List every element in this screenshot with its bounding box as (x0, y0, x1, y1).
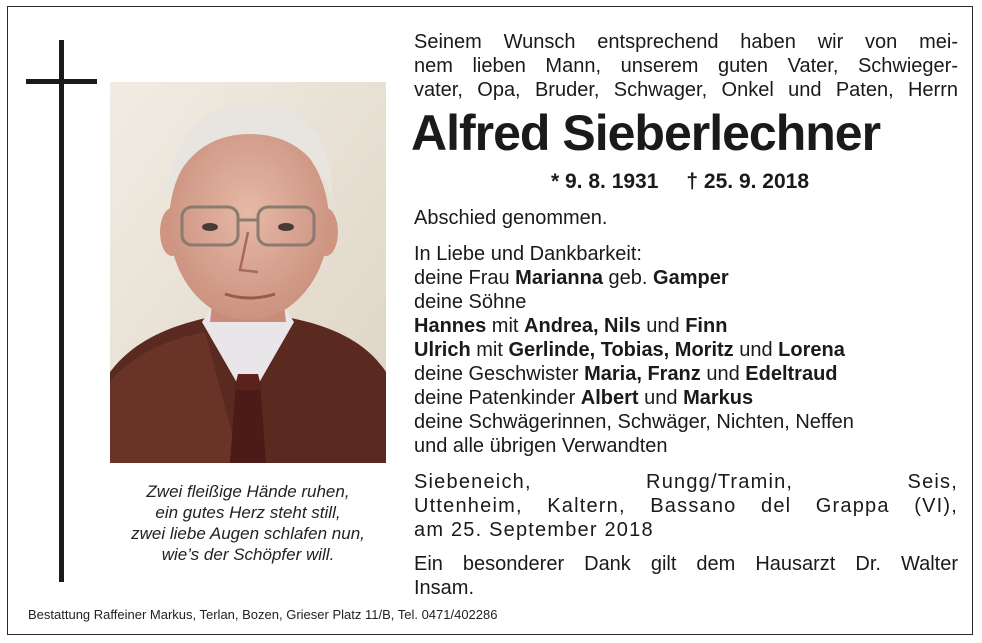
text: und (640, 315, 686, 337)
poem-line: Zwei fleißige Hände ruhen, (146, 482, 350, 501)
portrait-photo (110, 82, 386, 463)
family-heading: In Liebe und Dankbarkeit: (414, 243, 642, 265)
text: und (700, 363, 746, 385)
son-name: Ulrich (414, 339, 471, 361)
family-line-son2 (414, 338, 958, 362)
godchild-name: Albert (580, 387, 639, 409)
family-line-godchildren (414, 386, 958, 410)
poem-line: zwei liebe Augen schlafen nun, (131, 524, 365, 543)
funeral-home-footer: Bestattung Raffeiner Markus, Terlan, Bozen, Grieser Platz 11/B, Tel. 0471/402286 (28, 607, 498, 622)
places-line: Uttenheim, Kaltern, Bassano del Grappa (VI), (414, 495, 958, 517)
poem-line: wie’s der Schöpfer will. (161, 545, 335, 564)
text: und (733, 339, 779, 361)
intro-line: Seinem Wunsch entsprechend haben wir von mei- (414, 31, 958, 53)
death-date: † 25. 9. 2018 (686, 170, 810, 193)
text: deine Patenkinder (414, 387, 581, 409)
son-family-names: Gerlinde, Tobias, Moritz (508, 339, 734, 361)
cross-icon-horizontal (26, 79, 97, 84)
intro-line: vater, Opa, Bruder, Schwager, Onkel und Paten, Herrn (414, 79, 958, 101)
text: geb. (602, 267, 654, 289)
family-line-wife (414, 266, 958, 290)
son-name: Hannes (414, 315, 487, 337)
godchild-name: Markus (683, 387, 754, 409)
text: und (638, 387, 684, 409)
family-line-inlaws: deine Schwägerinnen, Schwäger, Nichten, Neffen (414, 411, 854, 433)
son-family-name: Finn (685, 315, 728, 337)
deceased-name: Alfred Sieberlechner (411, 105, 881, 161)
family-line-son1 (414, 314, 958, 338)
notice-text (411, 30, 958, 600)
farewell-text: Abschied genommen. (414, 207, 608, 229)
birth-date: * 9. 8. 1931 (551, 170, 659, 193)
son-family-name: Lorena (778, 339, 845, 361)
life-dates (414, 170, 958, 194)
family-line-siblings (414, 362, 958, 386)
memorial-poem (100, 481, 396, 565)
text: mit (486, 315, 525, 337)
thanks-text (414, 552, 958, 600)
poem-line: ein gutes Herz steht still, (155, 503, 341, 522)
cross-icon-vertical (59, 40, 64, 582)
thanks-line: Ein besonderer Dank gilt dem Hausarzt Dr. Walter (414, 553, 958, 575)
places-and-date (414, 470, 958, 542)
text: mit (470, 339, 509, 361)
places-line: am 25. September 2018 (414, 519, 654, 541)
sibling-name: Edeltraud (745, 363, 838, 385)
family-list (414, 242, 958, 458)
text: deine Frau (414, 267, 516, 289)
family-line-relatives: und alle übrigen Verwandten (414, 435, 668, 457)
thanks-line: Insam. (414, 577, 475, 599)
intro-line: nem lieben Mann, unserem guten Vater, Schwieger- (414, 55, 958, 77)
wife-name: Marianna (515, 267, 603, 289)
text: deine Geschwister (414, 363, 585, 385)
wife-maiden-name: Gamper (653, 267, 729, 289)
son-family-names: Andrea, Nils (524, 315, 641, 337)
places-line: Siebeneich, Rungg/Tramin, Seis, (414, 471, 958, 493)
sibling-names: Maria, Franz (584, 363, 701, 385)
family-line-sons-label: deine Söhne (414, 291, 527, 313)
